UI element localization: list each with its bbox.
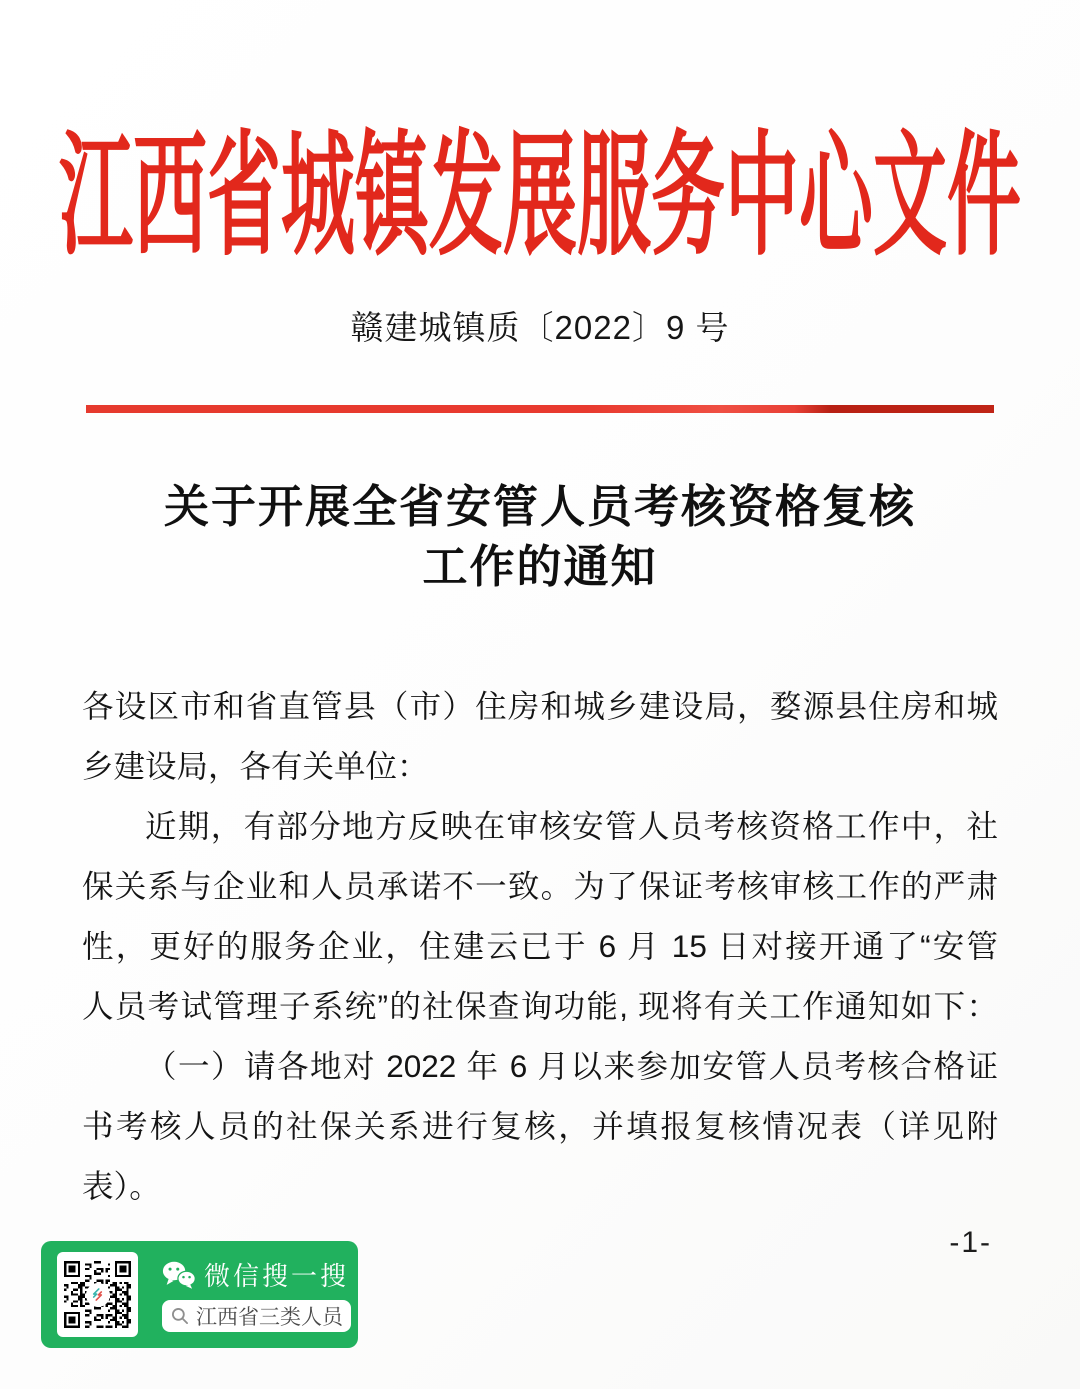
body-line-2: 乡建设局，各有关单位： [82,748,429,784]
document-number: 赣建城镇质〔2022〕9 号 [350,309,730,346]
body-line-3: 近期，有部分地方反映在审核安管人员考核资格工作中，社 [145,808,998,844]
body-line-4: 保关系与企业和人员承诺不一致。为了保证考核审核工作的严肃 [82,868,998,904]
wechat-search-label: 微信搜一搜 [204,1261,350,1291]
body-line-5: 性，更好的服务企业，住建云已于 6 月 15 日对接开通了“安管 [82,928,998,964]
red-letterhead-title: 江西省城镇发展服务中心文件 [59,123,1021,274]
wechat-search-query: 江西省三类人员 [196,1305,343,1329]
qr-center-logo-icon [86,1283,110,1307]
wechat-brand-row [162,1258,351,1292]
body-line-7: （一）请各地对 2022 年 6 月以来参加安管人员考核合格证 [145,1048,998,1084]
wechat-search-box[interactable] [162,1300,351,1332]
document-title-line1: 关于开展全省安管人员考核资格复核 [163,481,916,532]
wechat-search-card[interactable] [41,1241,358,1348]
document-title [0,477,1080,597]
search-icon [170,1306,190,1326]
page-number: -1- [949,1226,992,1259]
wechat-logo-icon [162,1260,196,1290]
red-divider-line [86,405,994,413]
qr-code [57,1252,138,1337]
wechat-card-right [162,1258,351,1332]
document-body [82,676,998,1216]
document-title-line2: 工作的通知 [422,541,658,592]
body-line-8: 书考核人员的社保关系进行复核，并填报复核情况表（详见附 [82,1108,998,1144]
body-line-1: 各设区市和省直管县（市）住房和城乡建设局，婺源县住房和城 [82,688,998,724]
body-line-9: 表）。 [82,1168,161,1204]
body-line-6: 人员考试管理子系统”的社保查询功能, 现将有关工作通知如下： [82,988,998,1024]
